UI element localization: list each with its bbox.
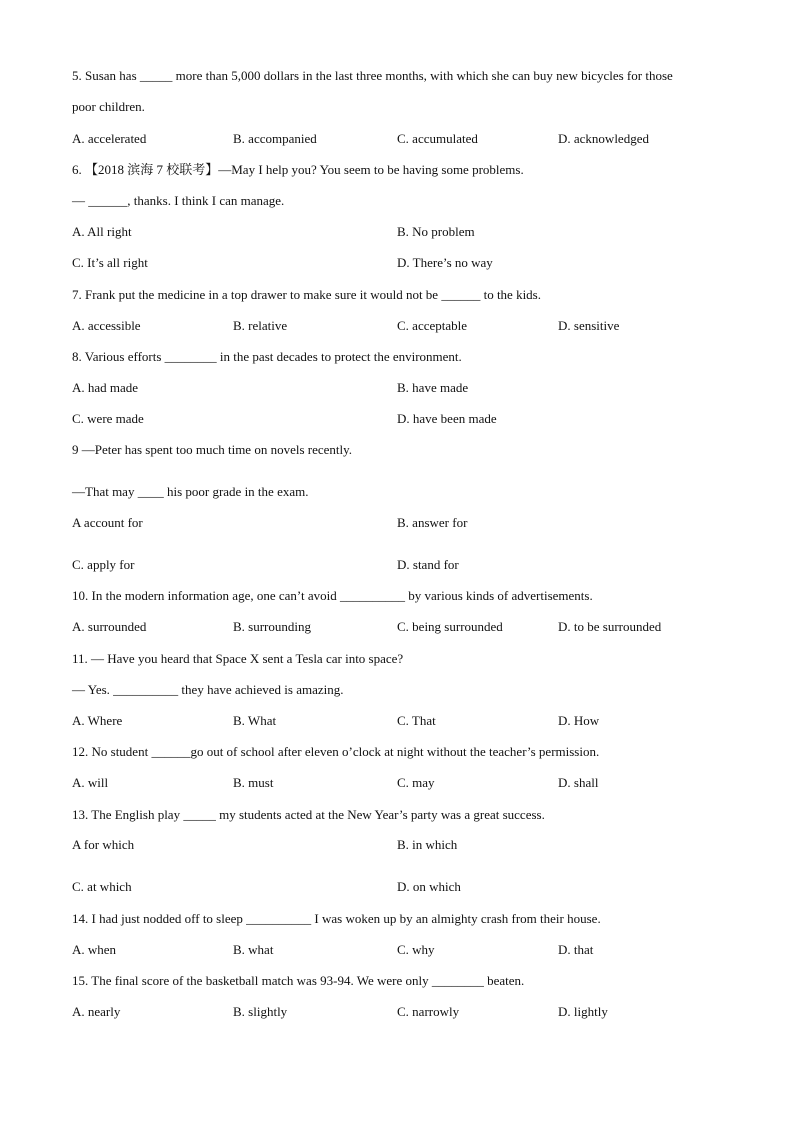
question-13-option-d: D. on which <box>397 879 461 894</box>
question-11-option-c: C. That <box>397 713 436 728</box>
question-12-option-c: C. may <box>397 775 435 790</box>
question-14-option-a: A. when <box>72 942 117 957</box>
question-8-stem: 8. Various efforts ________ in the past decades to protect the environment. <box>72 349 462 364</box>
question-7-option-b: B. relative <box>233 318 288 333</box>
question-14-stem: 14. I had just nodded off to sleep __________ I was woken up by an almighty crash from their house. <box>72 911 601 926</box>
question-9-option-d: D. stand for <box>397 557 459 572</box>
question-15-option-b: B. slightly <box>233 1004 288 1019</box>
question-12-option-b: B. must <box>233 775 274 790</box>
question-10-option-a: A. surrounded <box>72 619 147 634</box>
question-9-stem: 9 —Peter has spent too much time on novels recently. <box>72 442 353 457</box>
question-5-option-a: A. accelerated <box>72 131 147 146</box>
question-14-option-c: C. why <box>397 942 435 957</box>
question-8-option-d: D. have been made <box>397 411 497 426</box>
question-9-option-c: C. apply for <box>72 557 135 572</box>
question-9-option-a: A account for <box>72 515 143 530</box>
question-12-stem: 12. No student ______go out of school after eleven o’clock at night without the teacher’s permission. <box>72 744 600 759</box>
question-13-option-c: C. at which <box>72 879 132 894</box>
question-5-stem-cont: poor children. <box>72 99 145 114</box>
question-10-option-b: B. surrounding <box>233 619 311 634</box>
question-10-option-c: C. being surrounded <box>397 619 503 634</box>
question-13-stem: 13. The English play _____ my students acted at the New Year’s party was a great success. <box>72 807 545 822</box>
question-11-option-b: B. What <box>233 713 277 728</box>
question-11-option-a: A. Where <box>72 713 123 728</box>
question-14-option-d: D. that <box>558 942 594 957</box>
question-8-option-a: A. had made <box>72 380 139 395</box>
question-10-option-d: D. to be surrounded <box>558 619 662 634</box>
question-7-option-c: C. acceptable <box>397 318 468 333</box>
question-6-stem-cont: — ______, thanks. I think I can manage. <box>72 193 285 208</box>
question-14-option-b: B. what <box>233 942 274 957</box>
question-9-stem-cont: —That may ____ his poor grade in the exam. <box>72 484 309 499</box>
question-5-option-c: C. accumulated <box>397 131 478 146</box>
question-12-option-d: D. shall <box>558 775 599 790</box>
question-5-stem: 5. Susan has _____ more than 5,000 dollars in the last three months, with which she can buy new bicycles for those <box>72 68 673 83</box>
question-6-stem: 6. 【2018 滨海 7 校联考】—May I help you? You seem to be having some problems. <box>72 162 524 177</box>
question-13-option-a: A for which <box>72 837 135 852</box>
question-6-option-b: B. No problem <box>397 224 475 239</box>
question-11-stem-cont: — Yes. __________ they have achieved is amazing. <box>72 682 344 697</box>
question-15-option-a: A. nearly <box>72 1004 121 1019</box>
question-10-stem: 10. In the modern information age, one can’t avoid __________ by various kinds of advertisements. <box>72 588 593 603</box>
question-6-option-c: C. It’s all right <box>72 255 148 270</box>
question-11-stem: 11. — Have you heard that Space X sent a Tesla car into space? <box>72 651 404 666</box>
question-15-option-d: D. lightly <box>558 1004 608 1019</box>
question-11-option-d: D. How <box>558 713 600 728</box>
question-15-option-c: C. narrowly <box>397 1004 460 1019</box>
question-7-option-a: A. accessible <box>72 318 141 333</box>
question-6-option-d: D. There’s no way <box>397 255 493 270</box>
question-8-option-b: B. have made <box>397 380 469 395</box>
question-5-option-d: D. acknowledged <box>558 131 649 146</box>
question-8-option-c: C. were made <box>72 411 144 426</box>
question-9-option-b: B. answer for <box>397 515 468 530</box>
question-13-option-b: B. in which <box>397 837 458 852</box>
question-7-option-d: D. sensitive <box>558 318 620 333</box>
question-6-option-a: A. All right <box>72 224 132 239</box>
question-12-option-a: A. will <box>72 775 109 790</box>
question-15-stem: 15. The final score of the basketball match was 93-94. We were only ________ beaten. <box>72 973 525 988</box>
question-5-option-b: B. accompanied <box>233 131 317 146</box>
question-7-stem: 7. Frank put the medicine in a top drawer to make sure it would not be ______ to the kids. <box>72 287 541 302</box>
